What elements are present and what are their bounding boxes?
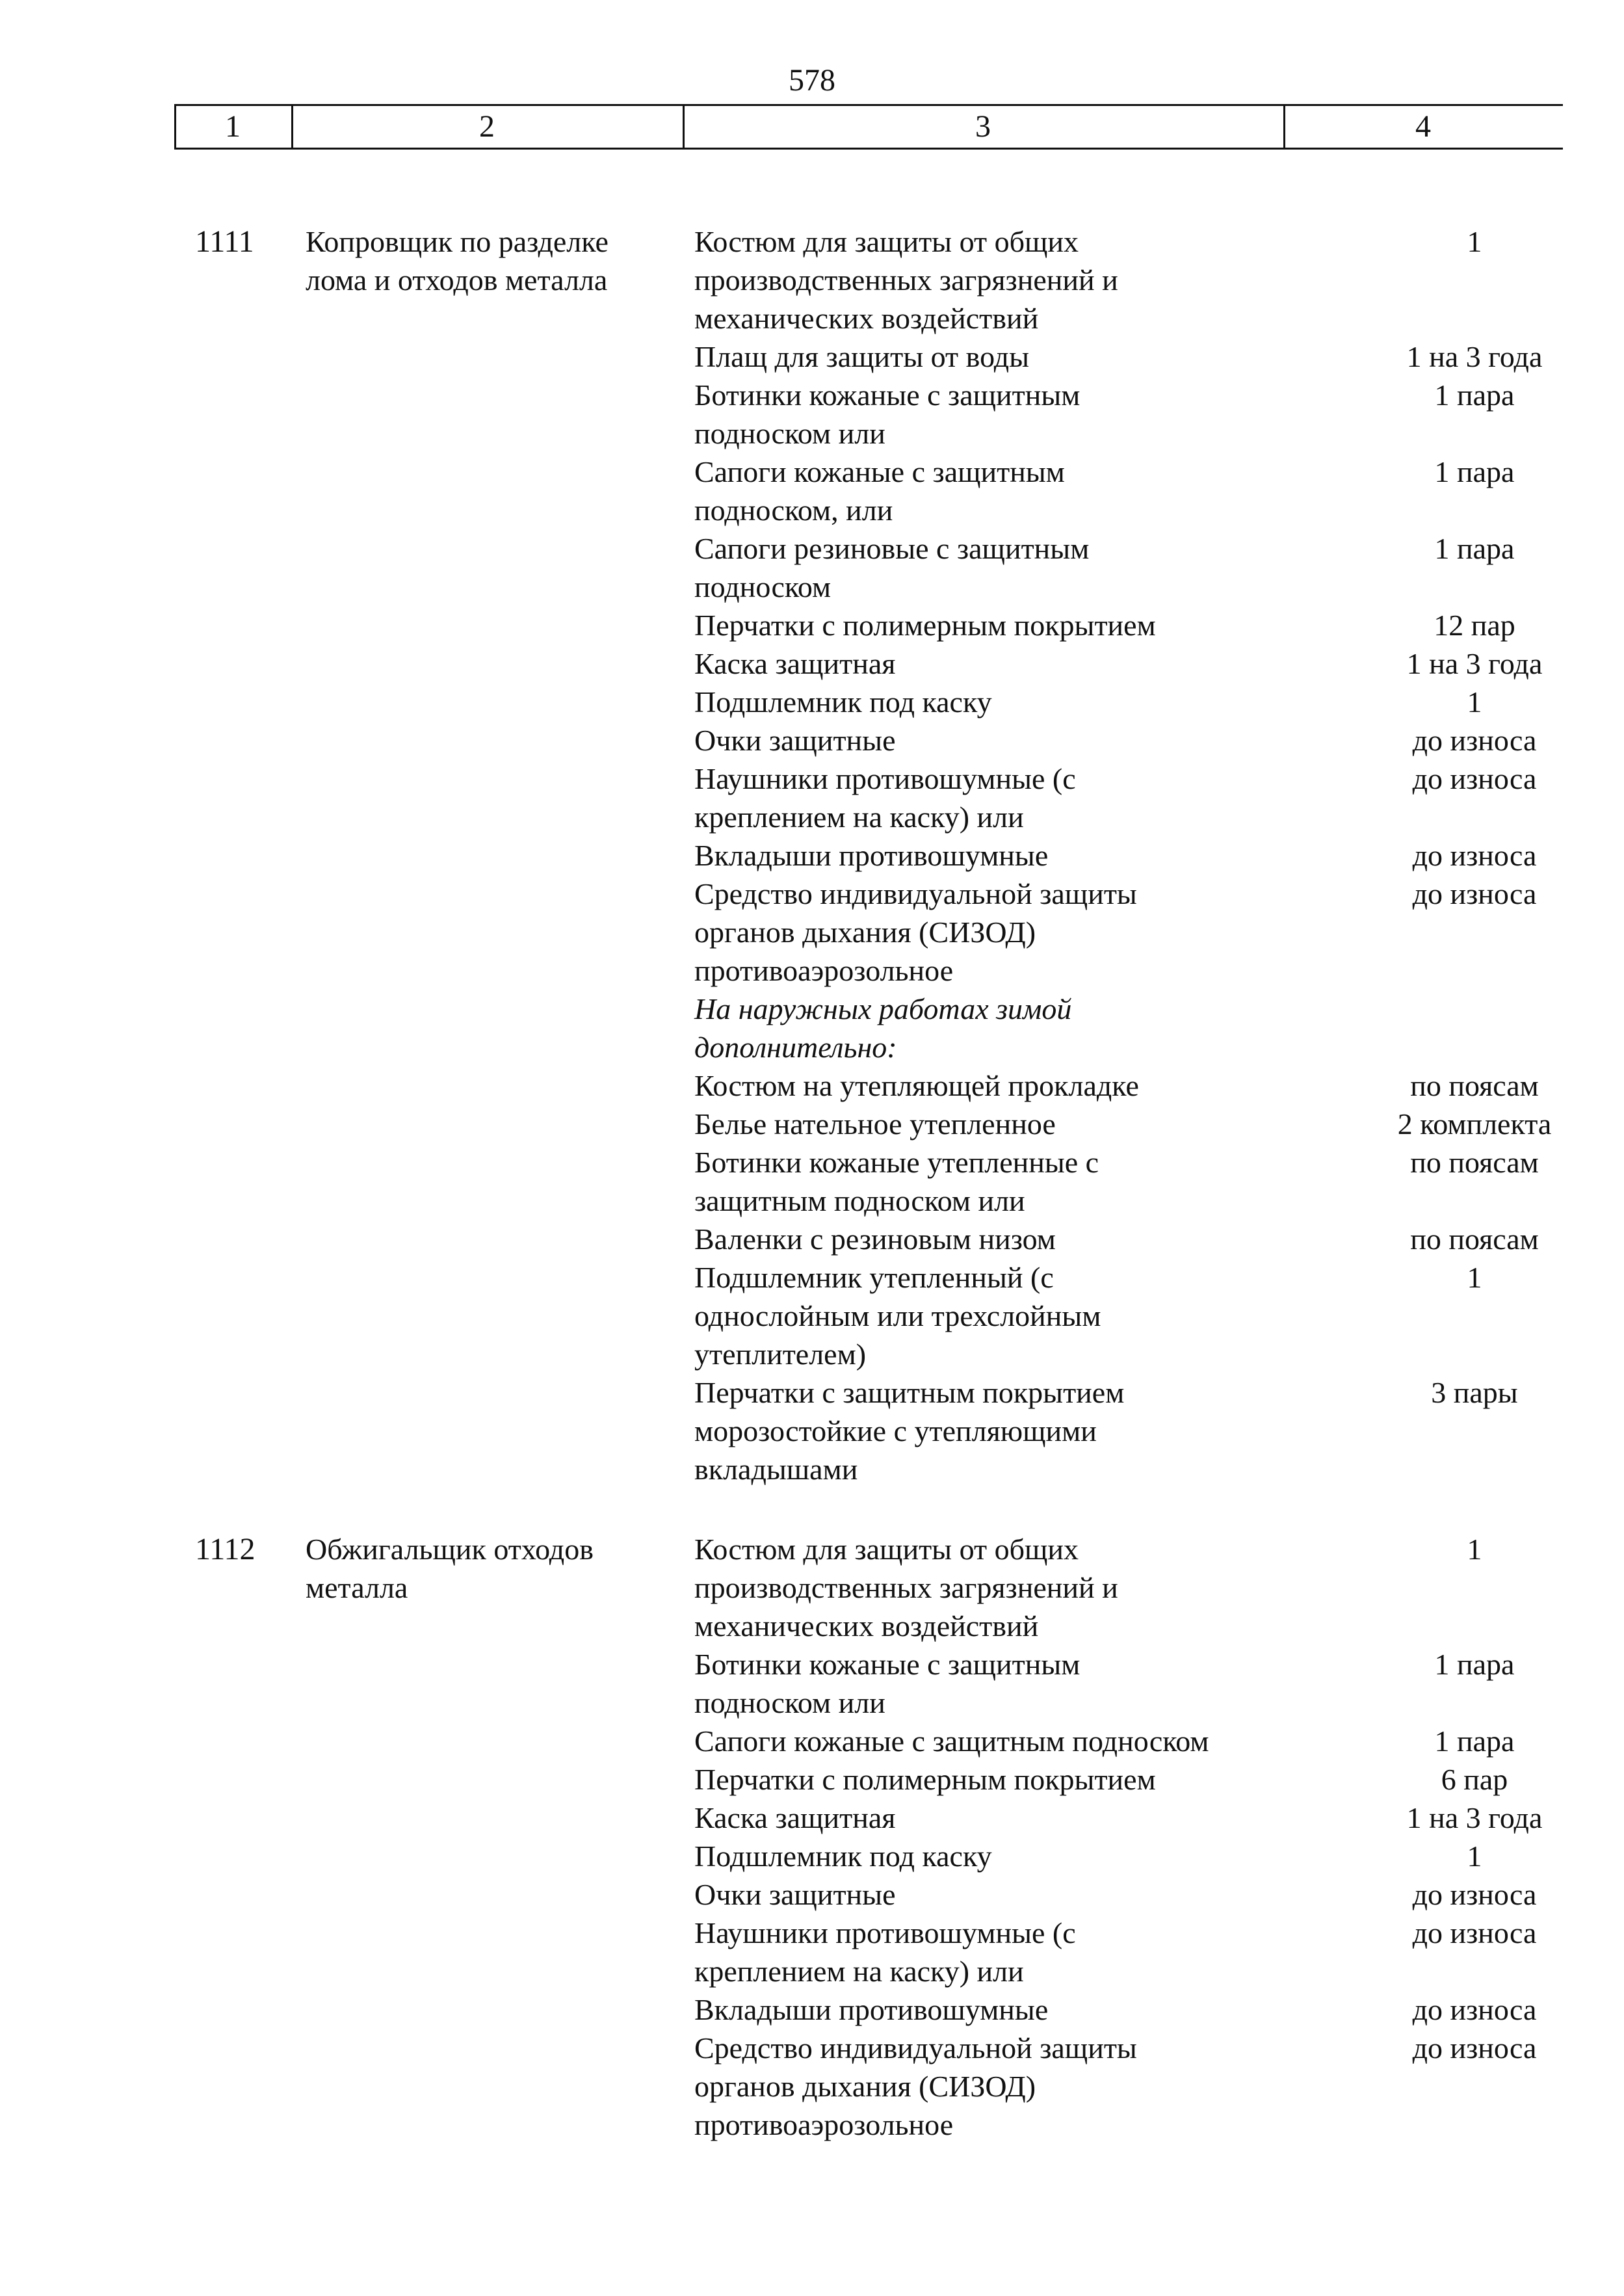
ppe-item xyxy=(694,1875,1537,1914)
issue-norm: 1 xyxy=(1467,225,1482,258)
ppe-item xyxy=(694,1722,1515,1760)
ppe-item xyxy=(694,2029,1537,2144)
ppe-item-list xyxy=(694,222,1552,1488)
ppe-item-name-line: Сапоги резиновые с защитным xyxy=(694,532,1090,565)
ppe-item xyxy=(694,337,1543,376)
ppe-item-name xyxy=(694,759,1279,836)
ppe-item-name-line: противоаэрозольное xyxy=(694,2108,954,2141)
issue-norm: 1 пара xyxy=(1434,378,1515,412)
ppe-item-name-line: Костюм для защиты от общих xyxy=(694,225,1079,258)
ppe-item-name xyxy=(694,606,1279,644)
ppe-item-name xyxy=(694,836,1279,875)
ppe-item-name xyxy=(694,337,1279,376)
ppe-item-name-line: Сапоги кожаные с защитным xyxy=(694,455,1065,488)
ppe-item-name-line: Плащ для защиты от воды xyxy=(694,340,1030,373)
ppe-item-name-line: дополнительно: xyxy=(694,1031,897,1064)
ppe-item-name xyxy=(694,1645,1279,1722)
ppe-item-name xyxy=(694,644,1279,683)
ppe-item-name-line: органов дыхания (СИЗОД) xyxy=(694,2070,1036,2103)
ppe-item-name-line: подноском, или xyxy=(694,494,893,527)
ppe-item xyxy=(694,606,1515,644)
profession-line: металла xyxy=(306,1571,408,1604)
ppe-item-name-line: производственных загрязнений и xyxy=(694,1571,1118,1604)
ppe-item-name xyxy=(694,1258,1279,1373)
ppe-item xyxy=(694,529,1515,606)
ppe-item-name-line: механических воздействий xyxy=(694,302,1039,335)
ppe-item-name-line: морозостойкие с утепляющими xyxy=(694,1414,1097,1447)
ppe-item-name xyxy=(694,2029,1279,2144)
ppe-item xyxy=(694,222,1482,337)
ppe-item-name-line: Перчатки с полимерным покрытием xyxy=(694,1763,1156,1796)
ppe-item-name-line: органов дыхания (СИЗОД) xyxy=(694,916,1036,949)
issue-norm: до износа xyxy=(1412,762,1537,795)
page-number: 578 xyxy=(789,63,835,98)
ppe-item xyxy=(694,1530,1482,1645)
ppe-item-name-line: Костюм на утепляющей прокладке xyxy=(694,1069,1139,1102)
ppe-item-name xyxy=(694,1914,1279,1990)
issue-norm: по поясам xyxy=(1410,1146,1539,1179)
ppe-item-name-line: подноском или xyxy=(694,417,885,450)
ppe-item-name-line: Наушники противошумные (с xyxy=(694,1916,1076,1949)
ppe-item-name-line: Каска защитная xyxy=(694,1801,896,1834)
ppe-item-name-line: Очки защитные xyxy=(694,1878,896,1911)
ppe-item xyxy=(694,759,1537,836)
ppe-item-name-line: креплением на каску) или xyxy=(694,1955,1024,1988)
issue-norm: 1 пара xyxy=(1434,1648,1515,1681)
issue-norm: 1 пара xyxy=(1434,455,1515,488)
ppe-item-name xyxy=(694,1722,1279,1760)
issue-norm: до износа xyxy=(1412,877,1537,910)
ppe-item xyxy=(694,644,1543,683)
ppe-item-name xyxy=(694,1760,1279,1799)
ppe-item-name xyxy=(694,222,1279,337)
ppe-item-name-line: Сапоги кожаные с защитным подноском xyxy=(694,1724,1209,1758)
issue-norm: 1 на 3 года xyxy=(1406,1801,1543,1834)
profession-line: Обжигальщик отходов xyxy=(306,1533,594,1566)
ppe-item-name-line: производственных загрязнений и xyxy=(694,263,1118,297)
issue-norm: 1 xyxy=(1467,685,1482,719)
ppe-item-name xyxy=(694,683,1279,721)
column-header-2: 2 xyxy=(479,109,495,144)
issue-norm: до износа xyxy=(1412,1916,1537,1949)
ppe-item xyxy=(694,721,1537,759)
issue-norm: по поясам xyxy=(1410,1222,1539,1256)
ppe-item-name-line: Подшлемник под каску xyxy=(694,685,992,719)
ppe-item-list xyxy=(694,1530,1543,2144)
ppe-item xyxy=(694,1143,1539,1220)
ppe-item-name xyxy=(694,1530,1279,1645)
ppe-item-name xyxy=(694,1373,1279,1488)
ppe-item xyxy=(694,1645,1515,1722)
issue-norm: 12 пар xyxy=(1434,609,1515,642)
ppe-item-name-line: механических воздействий xyxy=(694,1609,1039,1643)
issue-norm: 1 xyxy=(1467,1840,1482,1873)
ppe-item-name-line: Перчатки с полимерным покрытием xyxy=(694,609,1156,642)
column-header-3: 3 xyxy=(975,109,991,144)
ppe-item xyxy=(694,683,1482,721)
ppe-item xyxy=(694,1066,1539,1105)
ppe-item-name-line: Вкладыши противошумные xyxy=(694,839,1049,872)
ppe-item-name xyxy=(694,376,1279,453)
ppe-item-name xyxy=(694,1143,1279,1220)
ppe-item xyxy=(694,875,1537,990)
issue-norm: до износа xyxy=(1412,2031,1537,2065)
issue-norm: до износа xyxy=(1412,1878,1537,1911)
ppe-item xyxy=(694,1220,1539,1258)
issue-norm: 1 на 3 года xyxy=(1406,340,1543,373)
ppe-item xyxy=(694,1799,1543,1837)
winter-note xyxy=(694,990,1279,1066)
ppe-item-name-line: противоаэрозольное xyxy=(694,954,954,987)
ppe-item xyxy=(694,453,1515,529)
ppe-item xyxy=(694,1373,1518,1488)
ppe-item-name-line: вкладышами xyxy=(694,1453,858,1486)
ppe-item-name-line: утеплителем) xyxy=(694,1338,867,1371)
issue-norm: 1 пара xyxy=(1434,1724,1515,1758)
ppe-item-name-line: подноском xyxy=(694,570,832,603)
ppe-item-name-line: Валенки с резиновым низом xyxy=(694,1222,1056,1256)
issue-norm: 6 пар xyxy=(1441,1763,1508,1796)
ppe-item-name-line: Каска защитная xyxy=(694,647,896,680)
ppe-item-name-line: подноском или xyxy=(694,1686,885,1719)
ppe-item-name xyxy=(694,721,1279,759)
ppe-item-name xyxy=(694,529,1279,606)
column-header-4: 4 xyxy=(1415,109,1431,144)
issue-norm: 1 пара xyxy=(1434,532,1515,565)
ppe-item-name-line: Ботинки кожаные с защитным xyxy=(694,378,1080,412)
ppe-item-name-line: Ботинки кожаные с защитным xyxy=(694,1648,1080,1681)
ppe-item xyxy=(694,1760,1508,1799)
ppe-item xyxy=(694,836,1537,875)
ppe-item-name xyxy=(694,1837,1279,1875)
ppe-item-name-line: Ботинки кожаные утепленные с xyxy=(694,1146,1099,1179)
ppe-item-name xyxy=(694,1066,1279,1105)
ppe-item xyxy=(694,376,1515,453)
ppe-item-name-line: защитным подноском или xyxy=(694,1184,1025,1217)
ppe-item xyxy=(694,1914,1537,1990)
ppe-item-name-line: однослойным или трехслойным xyxy=(694,1299,1101,1332)
ppe-item-name-line: Подшлемник под каску xyxy=(694,1840,992,1873)
issue-norm: 1 xyxy=(1467,1261,1482,1294)
ppe-item-name-line: Средство индивидуальной защиты xyxy=(694,2031,1137,2065)
issue-norm: 1 на 3 года xyxy=(1406,647,1543,680)
issue-norm: до износа xyxy=(1412,839,1537,872)
ppe-item-name xyxy=(694,1105,1279,1143)
ppe-item xyxy=(694,1837,1482,1875)
ppe-item-name-line: Наушники противошумные (с xyxy=(694,762,1076,795)
issue-norm: по поясам xyxy=(1410,1069,1539,1102)
issue-norm: 2 комплекта xyxy=(1397,1107,1552,1141)
ppe-item-name xyxy=(694,453,1279,529)
profession-line: Копровщик по разделке xyxy=(306,225,609,258)
ppe-item xyxy=(694,1105,1552,1143)
ppe-item xyxy=(694,1990,1537,2029)
ppe-item-name-line: Вкладыши противошумные xyxy=(694,1993,1049,2026)
ppe-item-name xyxy=(694,1799,1279,1837)
ppe-item-name-line: Белье нательное утепленное xyxy=(694,1107,1056,1141)
profession-name xyxy=(306,222,670,299)
ppe-item-name xyxy=(694,875,1279,990)
ppe-item-name-line: Очки защитные xyxy=(694,724,896,757)
ppe-item-name-line: креплением на каску) или xyxy=(694,800,1024,834)
ppe-item-name xyxy=(694,1220,1279,1258)
issue-norm: 1 xyxy=(1467,1533,1482,1566)
profession-line: лома и отходов металла xyxy=(306,263,608,297)
column-header-row xyxy=(174,104,1563,150)
ppe-item-name-line: Перчатки с защитным покрытием xyxy=(694,1376,1125,1409)
ppe-item-name xyxy=(694,990,1279,1066)
issue-norm: 3 пары xyxy=(1431,1376,1518,1409)
column-header-1: 1 xyxy=(225,109,241,144)
profession-name xyxy=(306,1530,670,1607)
issue-norm: до износа xyxy=(1412,1993,1537,2026)
ppe-item-name-line: На наружных работах зимой xyxy=(694,992,1072,1025)
ppe-item-name xyxy=(694,1990,1279,2029)
ppe-item-name xyxy=(694,1875,1279,1914)
ppe-item-name-line: Средство индивидуальной защиты xyxy=(694,877,1137,910)
issue-norm: до износа xyxy=(1412,724,1537,757)
ppe-item xyxy=(694,1258,1482,1373)
ppe-item-name-line: Костюм для защиты от общих xyxy=(694,1533,1079,1566)
row-number: 1111 xyxy=(195,224,254,259)
row-number: 1112 xyxy=(195,1532,255,1566)
ppe-item-name-line: Подшлемник утепленный (с xyxy=(694,1261,1054,1294)
